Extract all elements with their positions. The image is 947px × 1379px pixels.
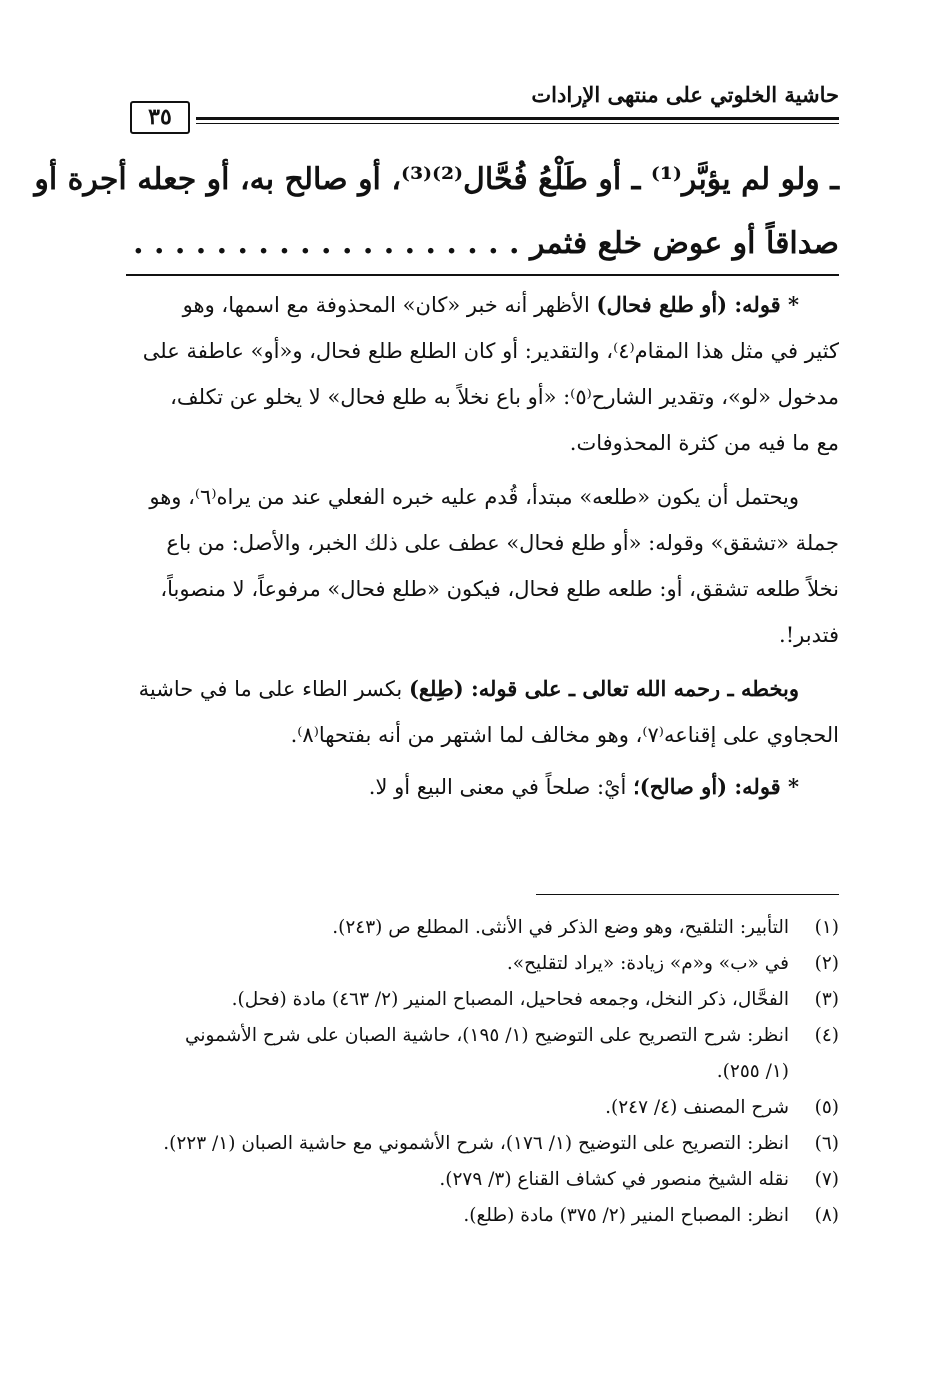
footnote-text: نقله الشيخ منصور في كشاف القناع (٣/ ٢٧٩).: [439, 1169, 789, 1190]
commentary-line: [126, 282, 839, 328]
footnote-number: (٨): [814, 1205, 839, 1226]
footnote-number: (٦): [814, 1133, 839, 1154]
page-number: ٣٥: [130, 101, 190, 134]
footnote-number: (٣): [814, 989, 839, 1010]
commentary-lead: وبخطه ـ رحمه الله تعالى ـ على قوله: (طِلع): [408, 676, 799, 701]
footnote: [126, 1126, 839, 1162]
commentary-paragraph: [126, 764, 839, 810]
header-rule: [196, 117, 839, 124]
footnote: [126, 982, 839, 1018]
matn-text: [34, 148, 839, 276]
running-header-title: حاشية الخلوتي على منتهى الإرادات: [531, 82, 839, 107]
commentary-paragraph: [126, 474, 839, 658]
footnote-number: (٧): [814, 1169, 839, 1190]
commentary-line: كثير في مثل هذا المقام⁽٤⁾، والتقدير: أو كان الطلع طلع فحال، و«أو» عاطفة على: [142, 339, 839, 363]
footnote: [126, 910, 839, 946]
commentary-line: جملة «تشقق» وقوله: «أو طلع فحال» عطف على ذلك الخبر، والأصل: من باع: [166, 531, 839, 555]
commentary-lead: * قوله: (أو طلع فحال): [596, 292, 799, 317]
commentary-paragraph: [126, 282, 839, 466]
footnote: [126, 1090, 839, 1126]
footnote: [126, 1162, 839, 1198]
footnote: [126, 946, 839, 982]
commentary-paragraph: [126, 666, 839, 758]
commentary-line: فتدبر!.: [779, 623, 839, 647]
footnote-line: انظر: شرح التصريح على التوضيح (١/ ١٩٥)، حاشية الصبان على شرح الأشموني: [184, 1025, 789, 1046]
footnote: [126, 1018, 839, 1090]
matn-line: صداقاً أو عوض خلع فثمر . . . . . . . . . . . . . . . . . . .: [133, 226, 839, 261]
footnote-text: التأبير: التلقيح، وهو وضع الذكر في الأنثى. المطلع ص (٢٤٣).: [332, 917, 789, 938]
footnote-text: انظر: التصريح على التوضيح (١/ ١٧٦)، شرح الأشموني مع حاشية الصبان (١/ ٢٢٣).: [163, 1133, 789, 1154]
commentary-rest: بكسر الطاء على ما في حاشية: [138, 677, 409, 701]
footnote-text: الفحَّال، ذكر النخل، وجمعه فحاحيل، المصباح المنير (٢/ ٤٦٣) مادة (فحل).: [231, 989, 789, 1010]
commentary-line: نخلاً طلعه تشقق، أو: طلعه طلع فحال، فيكون «طلع فحال» مرفوعاً، لا منصوباً،: [160, 577, 839, 601]
footnote-number: (٥): [814, 1097, 839, 1118]
matn-rule: [126, 274, 839, 276]
footnote-rule: [536, 894, 839, 895]
commentary-line: مع ما فيه من كثرة المحذوفات.: [569, 431, 839, 455]
footnotes: [126, 910, 839, 1234]
footnote-text: شرح المصنف (٤/ ٢٤٧).: [605, 1097, 789, 1118]
footnote: [126, 1198, 839, 1234]
footnote-text: انظر: المصباح المنير (٢/ ٣٧٥) مادة (طلع).: [463, 1205, 789, 1226]
commentary-line: الحجاوي على إقناعه⁽٧⁾، وهو مخالف لما اشتهر من أنه بفتحها⁽٨⁾.: [290, 723, 839, 747]
commentary-line: مدخول «لو»، وتقدير الشارح⁽٥⁾: «أو باع نخلاً به طلع فحال» لا يخلو عن تكلف،: [170, 385, 839, 409]
footnote-text: [126, 1018, 789, 1090]
commentary-text: [126, 282, 839, 810]
commentary-rest: الأظهر أنه خبر «كان» المحذوفة مع اسمها، وهو: [182, 293, 597, 317]
commentary-line: [126, 666, 839, 712]
footnote-number: (١): [814, 917, 839, 938]
footnote-number: (٤): [814, 1025, 839, 1046]
commentary-line: [126, 764, 839, 810]
matn-line: ـ ولو لم يؤبَّر⁽¹⁾ ـ أو طَلْعُ فُحَّال⁽²⁾⁽³⁾، أو صالح به، أو جعله أجرة أو: [34, 162, 839, 197]
commentary-line: ويحتمل أن يكون «طلعه» مبتدأ، قُدم عليه خبره الفعلي عند من يراه⁽٦⁾، وهو: [149, 485, 799, 509]
commentary-lead: * قوله: (أو صالح)؛: [633, 774, 799, 799]
footnote-text: في «ب» و«م» زيادة: «يراد لتقليح».: [506, 953, 789, 974]
footnote-number: (٢): [814, 953, 839, 974]
commentary-rest: أيْ: صلحاً في معنى البيع أو لا.: [368, 775, 634, 799]
footnote-line: (١/ ٢٥٥).: [716, 1061, 789, 1082]
